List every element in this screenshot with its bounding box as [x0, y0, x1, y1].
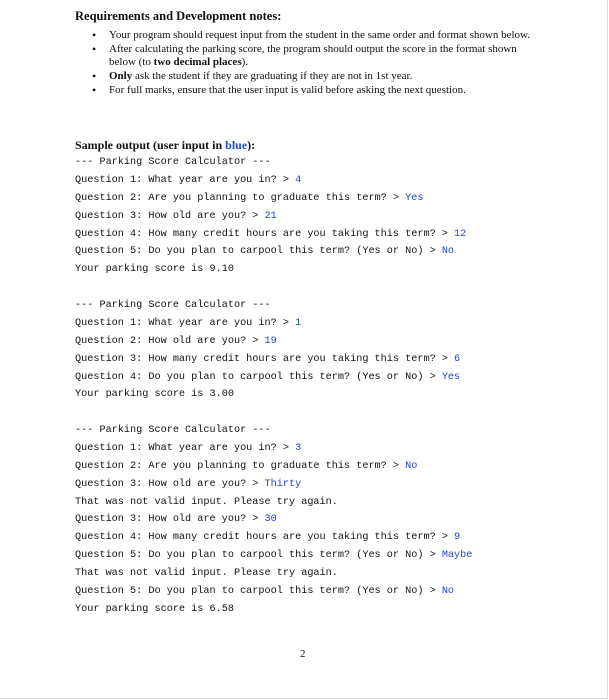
console-prompt: --- Parking Score Calculator --- — [75, 425, 271, 436]
console-prompt: Your parking score is 3.00 — [75, 389, 234, 401]
console-prompt: Your parking score is 6.58 — [75, 603, 234, 615]
console-line — [75, 261, 466, 279]
console-line — [75, 422, 472, 440]
console-prompt: Question 5: Do you plan to carpool this term? (Yes or No) > — [75, 550, 442, 562]
requirement-item — [92, 84, 532, 97]
sample-heading-colored: blue — [225, 138, 248, 152]
console-line — [75, 601, 472, 619]
user-input: Yes — [441, 371, 461, 383]
console-line — [75, 190, 466, 208]
requirement-text: ask the student if they are graduating if they are not in 1st year. — [132, 69, 413, 82]
console-line — [75, 208, 466, 226]
requirement-emphasis: Only — [109, 69, 133, 82]
sample-run-1 — [75, 154, 466, 279]
requirement-text: Your program should request input from the student in the same order and format shown below. — [109, 29, 530, 41]
requirement-text: ). — [241, 55, 249, 68]
console-prompt: Question 4: Do you plan to carpool this term? (Yes or No) > — [75, 371, 442, 383]
console-prompt: Question 2: How old are you? > — [75, 335, 265, 347]
console-prompt: Question 3: How old are you? > — [75, 478, 265, 490]
sample-run-3 — [75, 422, 472, 619]
console-prompt: Question 4: How many credit hours are you taking this term? > — [75, 532, 455, 544]
user-input: 4 — [295, 174, 302, 186]
console-line — [75, 226, 466, 244]
console-line — [75, 547, 472, 565]
console-line — [75, 386, 460, 404]
console-line — [75, 333, 460, 351]
user-input: Maybe — [441, 550, 473, 562]
console-line — [75, 494, 472, 512]
sample-output-heading — [75, 138, 255, 153]
console-prompt: Question 5: Do you plan to carpool this term? (Yes or No) > — [75, 586, 442, 598]
console-line — [75, 351, 460, 369]
console-prompt: Question 3: How old are you? > — [75, 514, 265, 526]
user-input: 21 — [264, 210, 277, 222]
requirement-emphasis: two decimal places — [153, 55, 242, 68]
console-prompt: Question 2: Are you planning to graduate this term? > — [75, 460, 406, 472]
console-prompt: Question 3: How many credit hours are you taking this term? > — [75, 353, 455, 365]
console-line — [75, 583, 472, 601]
requirement-item — [92, 43, 532, 68]
requirement-item — [92, 70, 532, 83]
console-prompt: That was not valid input. Please try again. — [75, 568, 338, 580]
user-input: 6 — [454, 353, 461, 365]
sample-heading-prefix: Sample output (user input in — [75, 138, 226, 152]
console-line — [75, 565, 472, 583]
sample-heading-suffix: ): — [247, 138, 256, 152]
console-prompt: Your parking score is 9.10 — [75, 264, 234, 276]
user-input: No — [405, 460, 418, 472]
sample-run-2 — [75, 297, 460, 404]
console-prompt: --- Parking Score Calculator --- — [75, 157, 271, 168]
user-input: 30 — [264, 514, 277, 526]
console-prompt: Question 2: Are you planning to graduate this term? > — [75, 192, 406, 204]
console-line — [75, 154, 466, 172]
console-prompt: --- Parking Score Calculator --- — [75, 300, 271, 311]
console-prompt: Question 1: What year are you in? > — [75, 174, 296, 186]
console-prompt: That was not valid input. Please try again. — [75, 496, 338, 508]
page-number: 2 — [300, 648, 306, 660]
user-input: 1 — [295, 317, 302, 329]
user-input: 12 — [454, 228, 467, 240]
user-input: 19 — [264, 335, 277, 347]
user-input: Yes — [405, 192, 424, 204]
console-prompt: Question 5: Do you plan to carpool this term? (Yes or No) > — [75, 246, 442, 258]
console-prompt: Question 4: How many credit hours are you taking this term? > — [75, 228, 455, 240]
requirement-text: For full marks, ensure that the user input is valid before asking the next question. — [109, 83, 466, 96]
console-line — [75, 476, 472, 494]
console-line — [75, 243, 466, 261]
console-line — [75, 458, 472, 476]
user-input: 9 — [454, 532, 461, 544]
console-line — [75, 315, 460, 333]
user-input: No — [441, 246, 455, 258]
console-line — [75, 529, 472, 547]
console-line — [75, 440, 472, 458]
requirement-text: After calculating the parking score, the program should output the score in the format shown below (to — [109, 43, 517, 68]
requirements-heading: Requirements and Development notes: — [75, 9, 282, 23]
console-prompt: Question 1: What year are you in? > — [75, 317, 296, 329]
requirements-list — [92, 29, 532, 98]
console-line — [75, 511, 472, 529]
console-line — [75, 369, 460, 387]
console-line — [75, 172, 466, 190]
requirement-item — [92, 29, 532, 42]
user-input: Thirty — [264, 478, 302, 490]
console-prompt: Question 3: How old are you? > — [75, 210, 265, 222]
console-prompt: Question 1: What year are you in? > — [75, 442, 296, 454]
console-line — [75, 297, 460, 315]
user-input: No — [441, 586, 455, 598]
user-input: 3 — [295, 442, 302, 454]
